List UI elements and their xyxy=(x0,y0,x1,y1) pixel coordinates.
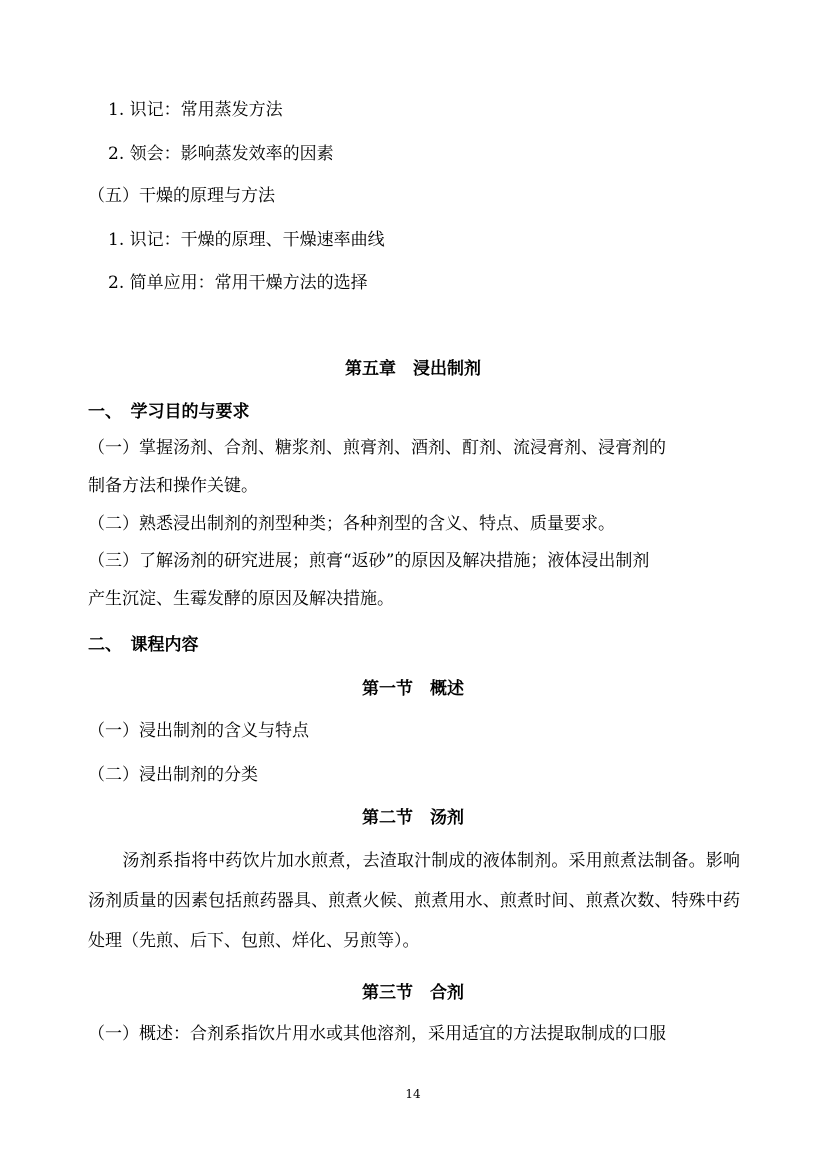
text-line: （二）熟悉浸出制剂的剂型种类；各种剂型的含义、特点、质量要求。 xyxy=(88,514,615,534)
text-line: （一）概述：合剂系指饮片用水或其他溶剂，采用适宜的方法提取制成的口服 xyxy=(88,1024,666,1044)
chapter-title: 第五章 浸出制剂 xyxy=(345,359,481,379)
text-line: （一）掌握汤剂、合剂、糖浆剂、煎膏剂、酒剂、酊剂、流浸膏剂、浸膏剂的 xyxy=(88,438,666,458)
section-heading: （五）干燥的原理与方法 xyxy=(88,186,275,206)
text-line: 1. 识记：常用蒸发方法 xyxy=(108,100,283,120)
paragraph: 汤剂系指将中药饮片加水煎煮，去渣取汁制成的液体制剂。采用煎煮法制备。影响汤剂质量的因素包括煎药器具、煎煮火候、煎煮用水、煎煮时间、煎煮次数、特殊中药处理（先煎、后下、包煎、烊化、另煎等）。 xyxy=(88,851,740,951)
section-title: 第一节 概述 xyxy=(362,679,464,699)
text-line: 2. 领会：影响蒸发效率的因素 xyxy=(108,144,334,164)
section-title: 第二节 汤剂 xyxy=(362,808,464,828)
text-line: 2. 简单应用：常用干燥方法的选择 xyxy=(108,273,368,293)
text-line: （二）浸出制剂的分类 xyxy=(88,765,258,785)
part-heading: 二、 课程内容 xyxy=(88,635,199,655)
text-line: 制备方法和操作关键。 xyxy=(88,476,258,496)
part-heading: 一、 学习目的与要求 xyxy=(88,402,250,422)
page-number: 14 xyxy=(405,1087,421,1101)
text-line: （三）了解汤剂的研究进展；煎膏“返砂”的原因及解决措施；液体浸出制剂 xyxy=(88,551,650,571)
text-line: 产生沉淀、生霉发酵的原因及解决措施。 xyxy=(88,589,394,609)
text-line: （一）浸出制剂的含义与特点 xyxy=(88,721,309,741)
section-title: 第三节 合剂 xyxy=(362,983,464,1003)
text-line: 1. 识记：干燥的原理、干燥速率曲线 xyxy=(108,230,385,250)
